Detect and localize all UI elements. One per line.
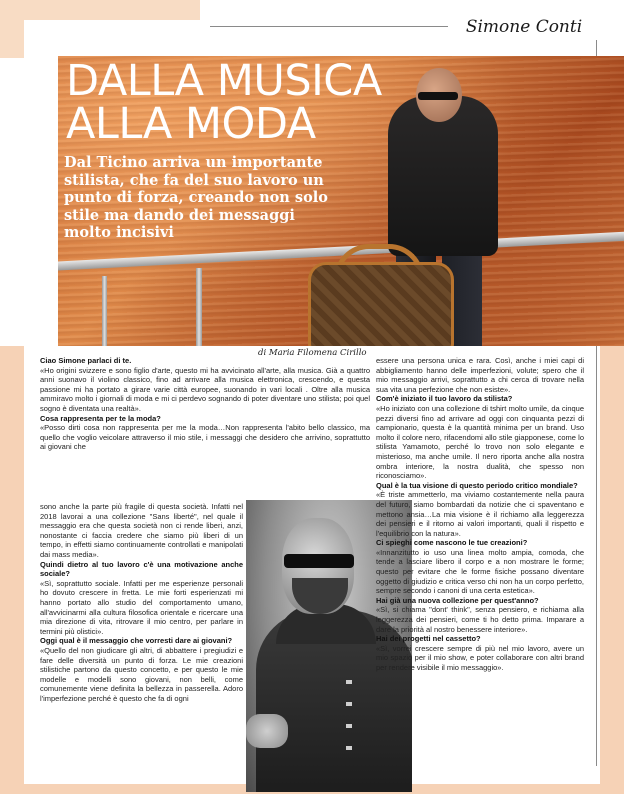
answer: «Ho iniziato con una collezione di tshirt molto umile, da cinque pezzi diversi fino ad arrivare ad oggi con cinquanta pezzi di campionario, questa è la quantità minima per un brand. Uso molto il colore nero, rifacendomi allo stile giapponese, come lo stilista Yamamoto, perché lo trovo non solo elegante e misterioso, ma anche umile. Il nero riporta anche alla nostra ombra interiore, la nostra dualità, che spesso non riconosciamo». <box>376 403 584 481</box>
question: Cosa rappresenta per te la moda? <box>40 413 161 423</box>
answer: «Quello del non giudicare gli altri, di abbattere i pregiudizi e fare delle diversità un punto di forza. Le mie creazioni stilistiche partono da questo concetto, e per questo le mie modelle e modelli sono giovani, non belli, come comunemente viene definita la bellezza in passerella. Adoro l'imperfezione perché è questo che fa di ogni <box>40 645 243 703</box>
question: Hai dei progetti nel cassetto? <box>376 634 481 644</box>
article-column-left-top <box>40 356 370 452</box>
answer: «Sì, vorrei crescere sempre di più nel mio lavoro, avere un mio spazio per il mio show, e poter collaborare con altri brand per rendere visibile il mio messaggio». <box>376 643 584 672</box>
answer: «Innanzitutto io uso una linea molto ampia, comoda, che tende a lasciare libero il corpo e a non mostrare le forme; questo per evitare che le forme fisiche possano diventare oggetto di giudizio e critica verso chi non ha un corpo perfetto, sempre secondo i canoni di una certa estetica». <box>376 547 584 596</box>
answer: «Ho origini svizzere e sono figlio d'arte, questo mi ha avvicinato all'arte, alla musica. Già a quattro anni suonavo il violino classico, fino ad arrivare alla musica elettronica, crescendo, e questa passione mi ha portato a girare varie città europee, suonando in vari locali . Oltre alla musica ammiravo molto i giornali di moda e mi ci perdevo sognando di poter diventare uno stilista; poi quel sogno è diventata una realtà». <box>40 365 370 413</box>
portrait-hand <box>246 714 288 748</box>
answer: «Sì, soprattutto sociale. Infatti per me esperienze personali ho dovuto crescere in fretta. Le mie forti esperienzati mi hanno portato allo studio del comportamento umano, all'avvicinarmi alla cultura filosofica orientale e ricercare una mia direzione di vita, ritrovare il mio centro, per parlare in termini più olistici». <box>40 578 243 636</box>
question: Quindi dietro al tuo lavoro c'è una motivazione anche sociale? <box>40 559 243 579</box>
answer: sono anche la parte più fragile di questa società. Infatti nel 2018 lavorai a una collezione "Sans liberté", nel quale il messaggio era che questa società non ci rende liberi, anzi, nonostante ci faccia credere che siamo più liberi di un tempo, in effetti siamo continuamente controllati e manipolati dai mass media». <box>40 502 243 559</box>
answer: «Sì, si chiama "dont' think", senza pensiero, e richiama alla leggerezza dei pensieri, come ti ho detto prima. Imparare a dare la priorità al nostro benessere interiore». <box>376 605 584 634</box>
headline-line-1: DALLA MUSICA <box>66 56 382 106</box>
answer: «Posso dirti cosa non rappresenta per me la moda…Non rappresenta l'abito bello classico, ma quello che voglio veicolare attraverso il mio stile, i messaggi che desidero che arrivino, soprattutto ai giovani che <box>40 423 370 452</box>
article-column-left-narrow <box>40 502 243 703</box>
question: Ci spieghi come nascono le tue creazioni? <box>376 538 528 548</box>
question: Hai già una nuova collezione per quest'anno? <box>376 595 539 605</box>
model-sunglasses <box>418 92 458 100</box>
portrait-glasses <box>284 554 354 568</box>
answer: «È triste ammetterlo, ma viviamo costantemente nella paura del futuro, siamo bombardati da notizie che ci spaventano e mettono ansia…La mia visione è il richiamo alla leggerezza dei pensieri e il ritorno ai valori importanti, quali il rispetto e l'equilibrio con la natura». <box>376 490 584 538</box>
header-author-name: Simone Conti <box>448 14 600 40</box>
travel-bag <box>308 262 454 346</box>
byline: di Maria Filomena Cirillo <box>258 348 367 358</box>
question: Qual è la tua visione di questo periodo critico mondiale? <box>376 480 578 490</box>
question: Com'è iniziato il tuo lavoro da stilista? <box>376 394 513 404</box>
question: Ciao Simone parlaci di te. <box>40 356 132 365</box>
question: Oggi qual è il messaggio che vorresti dare ai giovani? <box>40 636 233 646</box>
headline-line-2: ALLA MODA <box>66 99 316 149</box>
article-column-right <box>376 356 584 673</box>
article-headline <box>66 56 382 149</box>
article-subtitle: Dal Ticino arriva un importante stilista, che fa del suo lavoro un punto di forza, creando non solo stile ma dando dei messaggi molto incisivi <box>64 154 328 241</box>
hero-photo <box>58 56 624 346</box>
railing-post <box>102 276 107 346</box>
answer: essere una persona unica e rara. Così, anche i miei capi di abbigliamento hanno delle imperfezioni, volute; spero che il mio messaggio arrivi, soprattutto a chi cerca di trovare nella sua vita una perfezione che non esiste». <box>376 356 584 394</box>
portrait-coat-buttons <box>346 680 352 760</box>
railing-post <box>196 268 202 346</box>
